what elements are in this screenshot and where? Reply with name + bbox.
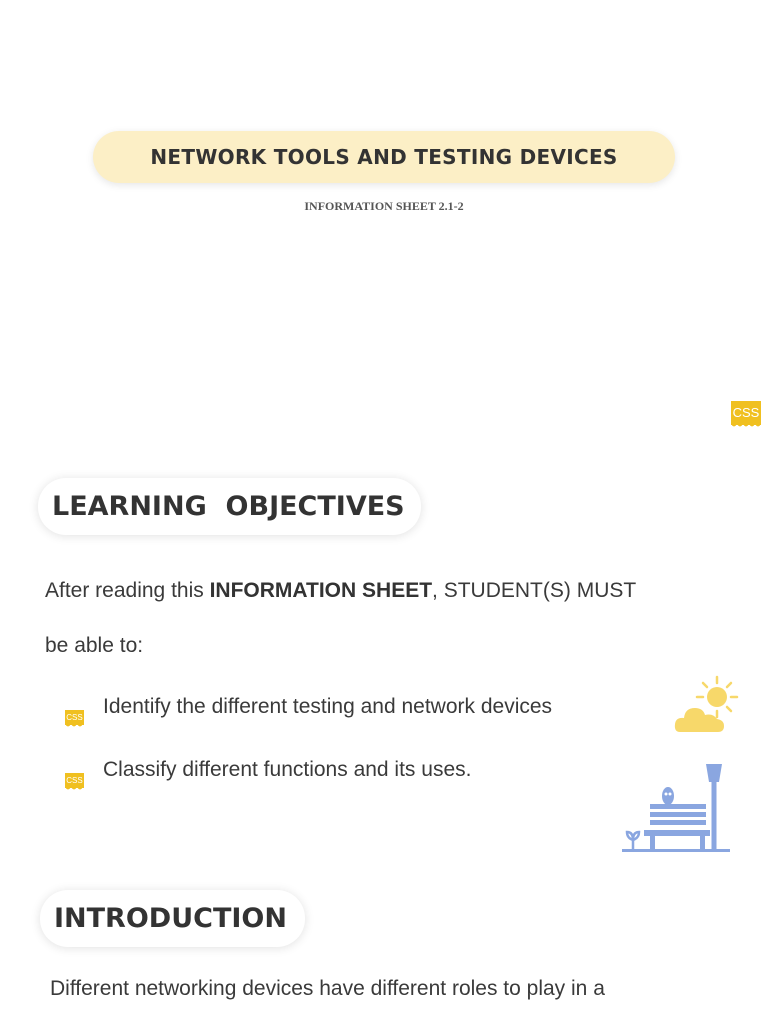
- objective-item: Identify the different testing and network devices: [103, 695, 553, 718]
- page-subtitle: INFORMATION SHEET 2.1-2: [304, 199, 464, 213]
- objectives-intro: [45, 579, 636, 603]
- page-title: NETWORK TOOLS AND TESTING DEVICES: [150, 145, 618, 169]
- objective-item: Classify different functions and its uses.: [103, 758, 472, 781]
- sun-cloud-icon: [672, 674, 740, 736]
- bullet-css-icon: [65, 773, 84, 788]
- learning-objectives-heading: [38, 478, 421, 535]
- css-badge: [731, 401, 761, 425]
- intro-prefix: After reading this: [45, 579, 210, 602]
- introduction-title: INTRODUCTION: [54, 903, 287, 934]
- bullet-css-icon: [65, 710, 84, 725]
- title-banner: [93, 131, 675, 183]
- intro-suffix: , STUDENT(S) MUST: [432, 579, 637, 602]
- css-badge-label: CSS: [732, 405, 760, 420]
- park-bench-icon: [620, 760, 734, 856]
- intro-bold: INFORMATION SHEET: [209, 579, 433, 602]
- bullet-css-label: CSS: [66, 776, 83, 785]
- objectives-intro-line2: be able to:: [45, 634, 144, 657]
- introduction-heading: [40, 890, 305, 947]
- learning-objectives-title: LEARNING OBJECTIVES: [52, 491, 405, 522]
- introduction-text: Different networking devices have different roles to play in a: [50, 977, 605, 1000]
- bullet-css-label: CSS: [66, 713, 83, 722]
